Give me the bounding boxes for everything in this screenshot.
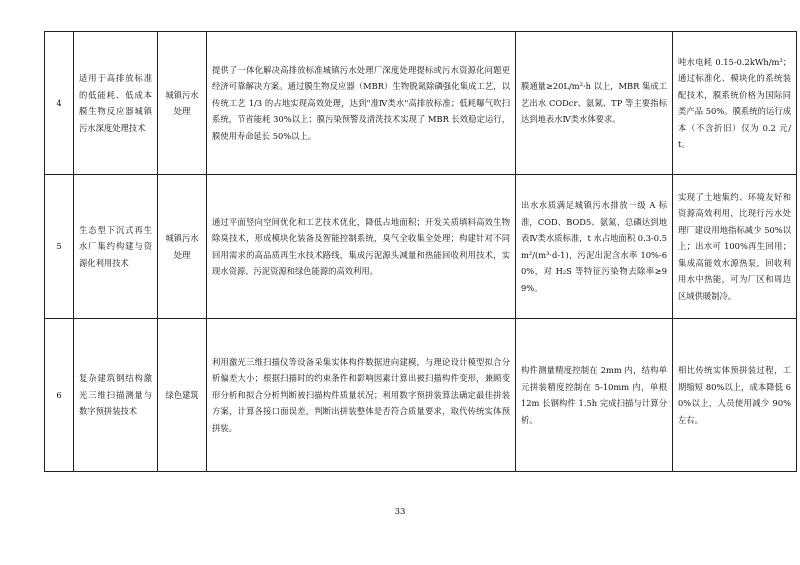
row-number: 6 [45, 319, 74, 472]
technology-name: 复杂建筑钢结构激光三维扫描测量与数字预拼装技术 [74, 319, 158, 472]
technology-name: 适用于高排放标准的低能耗、低成本膜生物反应器城镇污水深度处理技术 [74, 32, 158, 175]
row-number: 4 [45, 32, 74, 175]
table-row [45, 175, 797, 319]
application-field: 城镇污水处理 [158, 175, 207, 319]
main-content: 利用激光三维扫描仪等设备采集实体构件数据进向建模，与理论设计模型拟合分析偏差大小；根据扫描时的约束条件和影响因素计算出被扫描构件变形，兼顾变形分析和拟合分析判断被扫描构件质量状况；利用数字预拼装算法确定最佳拼装方案，计算各接口面误差，判断出拼装整体是否符合质量要求，取代传统实体预拼装。 [207, 319, 516, 472]
main-content: 通过平面竖向空间优化和工艺技术优化，降低占地面积；开发关质填料高效生物除臭技术，形成模块化装备及智能控制系统，臭气全收集全处理；构建针对不同回用需求的高品质再生水技术路线，集成污泥源头减量和热能回收利用技术，实现水资源、污泥资源和绿色能源的高效利用。 [207, 175, 516, 319]
benefits: 实现了土地集约、环境友好和资源高效利用，比现行污水处理厂建设用地指标减少 50%以上；出水可 100%再生回用；集成高能效水源热泵，回收利用水中热能，可为厂区和周边区域供暖制冷。 [673, 175, 797, 319]
technical-indicators: 出水水质满足城镇污水排放一级 A 标准，COD、BOD5、氨氮、总磷达到地表Ⅳ类水质标准，t 水占地面积 0.3-0.5m²/(m³·d-1)，污泥出泥含水率 10%-60%，对 H₂S 等特征污染物去除率≥99%。 [516, 175, 673, 319]
technical-indicators: 膜通量≥20L/m²·h 以上，MBR 集成工艺出水 CODcr、氨氮、TP 等主要指标达到地表水Ⅳ类水体要求。 [516, 32, 673, 175]
page-number: 33 [394, 507, 406, 517]
application-field: 绿色建筑 [158, 319, 207, 472]
table-row [45, 32, 797, 175]
row-number: 5 [45, 175, 74, 319]
benefits: 相比传统实体预拼装过程，工期缩短 80%以上，成本降低 60%以上，人员使用减少 90%左右。 [673, 319, 797, 472]
application-field: 城镇污水处理 [158, 32, 207, 175]
technology-table [44, 31, 797, 472]
table-row [45, 319, 797, 472]
technology-name: 生态型下沉式再生水厂集约构建与资源化利用技术 [74, 175, 158, 319]
main-content: 提供了一体化解决高排放标准城镇污水处理厂深度处理提标或污水资源化问题更经济可靠解决方案。通过膜生物反应器（MBR）生物脱氮除磷强化集成工艺，以传统工艺 1/3 的占地实现高效处理，达到"准Ⅳ类水"高排放标准；低耗曝气吹扫系统，节省能耗 30%以上；膜污染预警及清洗技术实现了 MBR 长效稳定运行，膜使用寿命延长 50%以上。 [207, 32, 516, 175]
technical-indicators: 构件测量精度控制在 2mm 内，结构单元拼装精度控制在 5-10mm 内，单根 12m 长钢构件 1.5h 完成扫描与计算分析。 [516, 319, 673, 472]
benefits: 吨水电耗 0.15-0.2kWh/m³；通过标准化、模块化的系统装配技术，膜系统价格为国际同类产品 50%。膜系统的运行成本（不含折旧）仅为 0.2 元/t。 [673, 32, 797, 175]
